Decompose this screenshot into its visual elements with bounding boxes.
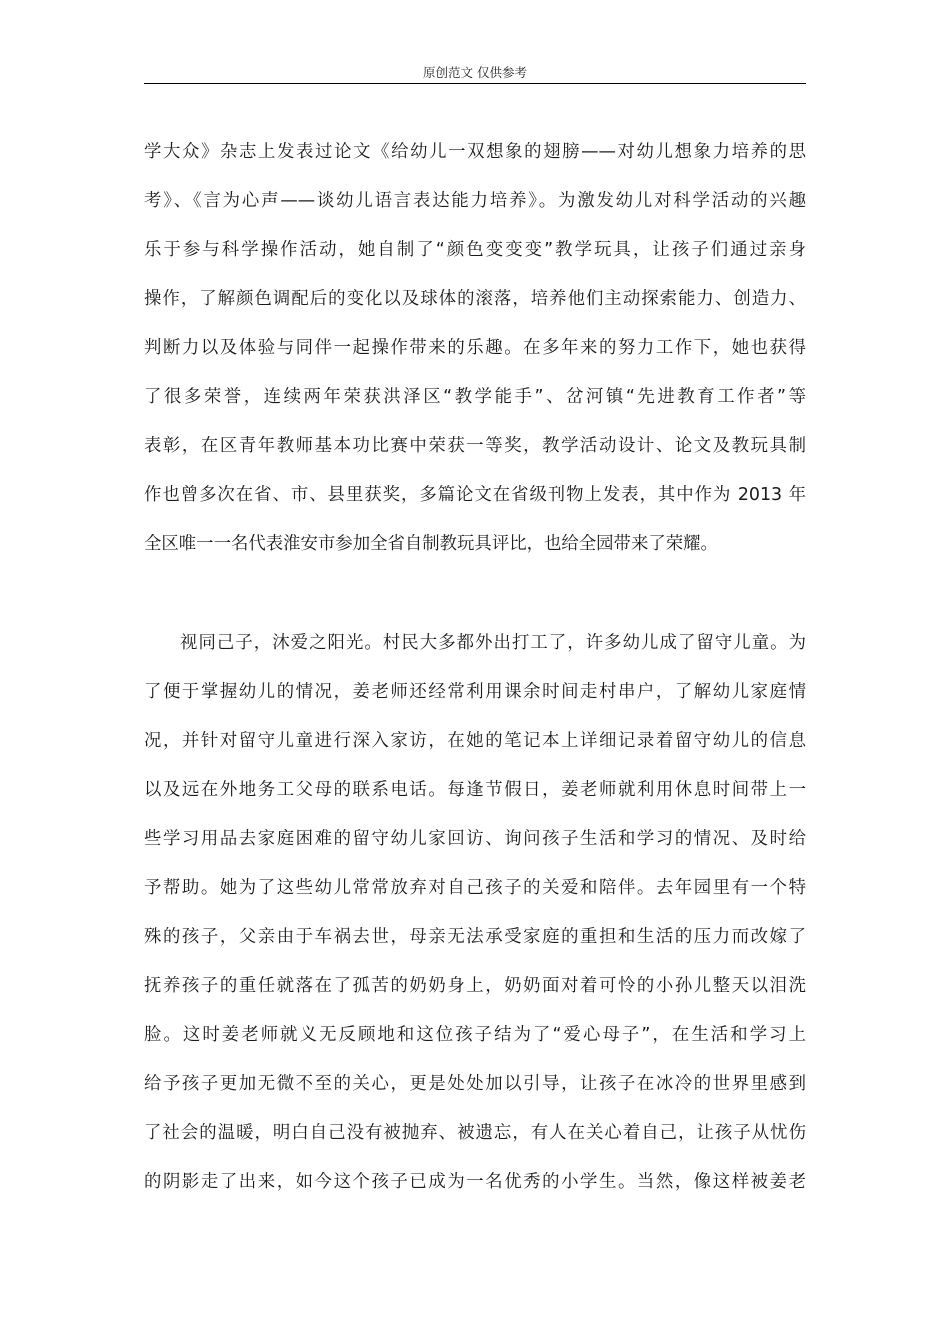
text-line: 以及远在外地务工父母的联系电话。每逢节假日，姜老师就利用休息时间带上一	[144, 780, 806, 800]
text-line: 况，并针对留守儿童进行深入家访，在她的笔记本上详细记录着留守幼儿的信息	[144, 731, 806, 751]
text-line: 考》、《言为心声——谈幼儿语言表达能力培养》。为激发幼儿对科学活动的兴趣	[144, 191, 806, 211]
text-line: 判断力以及体验与同伴一起操作带来的乐趣。在多年来的努力工作下，她也获得	[144, 338, 806, 358]
text-line: 些学习用品去家庭困难的留守幼儿家回访、询问孩子生活和学习的情况、及时给	[144, 829, 806, 849]
text-line: 操作，了解颜色调配后的变化以及球体的滚落，培养他们主动探索能力、创造力、	[144, 289, 806, 309]
text-line: 的阴影走了出来，如今这个孩子已成为一名优秀的小学生。当然，像这样被姜老	[144, 1172, 806, 1192]
text-line: 作也曾多次在省、市、县里获奖，多篇论文在省级刊物上发表，其中作为 2013 年	[144, 485, 806, 505]
text-line: 予帮助。她为了这些幼儿常常放弃对自己孩子的关爱和陪伴。去年园里有一个特	[144, 878, 806, 898]
text-line: 乐于参与科学操作活动，她自制了“颜色变变变”教学玩具，让孩子们通过亲身	[144, 240, 806, 260]
text-line: 抚养孩子的重任就落在了孤苦的奶奶身上，奶奶面对着可怜的小孙儿整天以泪洗	[144, 976, 806, 996]
text-line: 了便于掌握幼儿的情况，姜老师还经常利用课余时间走村串户，了解幼儿家庭情	[144, 682, 806, 702]
text-line: 给予孩子更加无微不至的关心，更是处处加以引导，让孩子在冰冷的世界里感到	[144, 1074, 806, 1094]
text-line: 视同己子，沐爱之阳光。村民大多都外出打工了，许多幼儿成了留守儿童。为	[180, 633, 806, 653]
text-line: 了很多荣誉，连续两年荣获洪泽区“教学能手”、岔河镇“先进教育工作者”等	[144, 387, 806, 407]
text-line: 脸。这时姜老师就义无反顾地和这位孩子结为了“爱心母子”，在生活和学习上	[144, 1025, 806, 1045]
paragraph-2	[144, 619, 806, 1207]
text-line: 表彰，在区青年教师基本功比赛中荣获一等奖，教学活动设计、论文及教玩具制	[144, 436, 806, 456]
paragraph-1	[144, 128, 806, 569]
text-line: 了社会的温暖，明白自己没有被抛弃、被遗忘，有人在关心着自己，让孩子从忧伤	[144, 1123, 806, 1143]
document-body	[144, 128, 806, 1207]
text-line: 全区唯一一名代表淮安市参加全省自制教玩具评比，也给全园带来了荣耀。	[144, 534, 718, 554]
text-line: 殊的孩子，父亲由于车祸去世，母亲无法承受家庭的重担和生活的压力而改嫁了	[144, 927, 806, 947]
text-line: 学大众》杂志上发表过论文《给幼儿一双想象的翅膀——对幼儿想象力培养的思	[144, 142, 806, 162]
paragraph-gap	[144, 569, 806, 619]
page-header: 原创范文 仅供参考	[144, 62, 806, 84]
